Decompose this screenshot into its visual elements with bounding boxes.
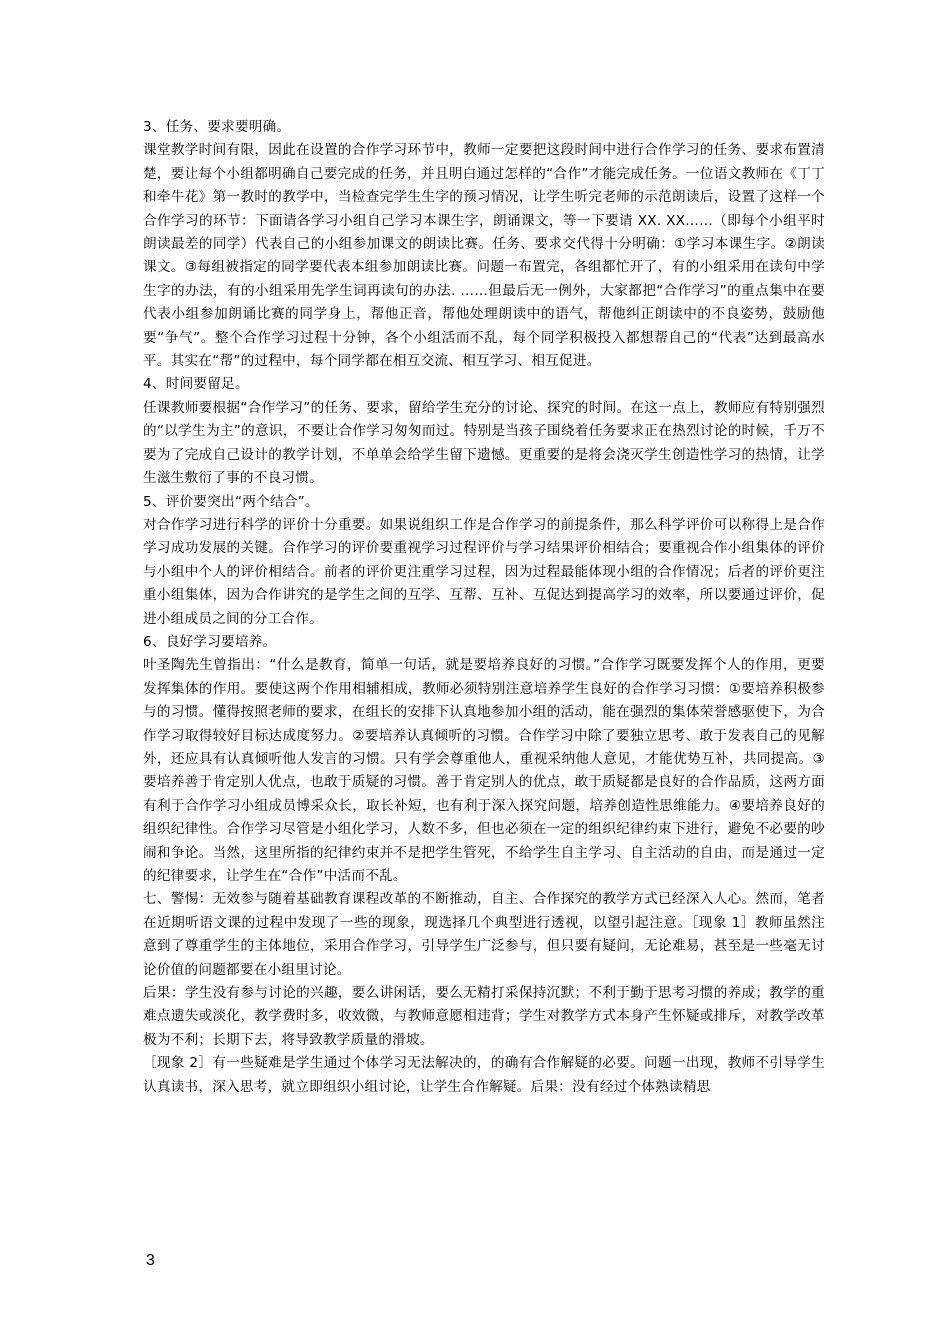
paragraph-caution: 七、警惕：无效参与随着基础教育课程改革的不断推动，自主、合作探究的教学方式已经深入人心。然而，笔者在近期听语文课的过程中发现了一些的现象，现选择几个典型进行透视，以望引起注意。［现象 1］教师虽然注意到了尊重学生的主体地位，采用合作学习，引导学生广泛参与，但只要有疑问，无论难易，甚至是一些毫无讨论价值的问题都要在小组里讨论。 bbox=[143, 891, 825, 978]
document-body bbox=[143, 116, 825, 1099]
paragraph-consequence: 后果：学生没有参与讨论的兴趣，要么讲闲话，要么无精打采保持沉默；不利于勤于思考习惯的养成；教学的重难点遗失或淡化，教学费时多，收效微，与教师意愿相违背；学生对教学方式本身产生怀疑或排斥，对教学改革极为不利；长期下去，将导致教学质量的滑坡。 bbox=[143, 985, 825, 1048]
paragraph-evaluation: 对合作学习进行科学的评价十分重要。如果说组织工作是合作学习的前提条件，那么科学评价可以称得上是合作学习成功发展的关键。合作学习的评价要重视学习过程评价与学习结果评价相结合；要重视合作小组集体的评价与小组中个人的评价相结合。前者的评价更注重学习过程，因为过程最能体现小组的合作情况；后者的评价更注重小组集体，因为合作讲究的是学生之间的互学、互帮、互补、互促达到提高学习的效率，所以要通过评价，促进小组成员之间的分工合作。 bbox=[143, 516, 825, 627]
paragraph-time: 任课教师要根据“合作学习”的任务、要求，留给学生充分的讨论、探究的时间。在这一点上，教师应有特别强烈的“以学生为主”的意识，不要让合作学习匆匆而过。特别是当孩子围绕着任务要求正在热烈讨论的时候，千万不要为了完成自己设计的教学计划，不单单会给学生留下遗憾。更重要的是将会浇灭学生创造性学习的热情，让学生滋生敷衍了事的不良习惯。 bbox=[143, 399, 825, 487]
paragraph-phenomenon-2: ［现象 2］有一些疑难是学生通过个体学习无法解决的，的确有合作解疑的必要。问题一出现，教师不引导学生认真读书，深入思考，就立即组织小组讨论，让学生合作解疑。后果：没有经过个体熟读精思 bbox=[143, 1055, 825, 1095]
heading-task-requirements: 3、任务、要求要明确。 bbox=[143, 119, 291, 135]
heading-evaluation: 5、评价要突出“两个结合”。 bbox=[143, 493, 319, 510]
paragraph-task-requirements: 课堂教学时间有限，因此在设置的合作学习环节中，教师一定要把这段时间中进行合作学习的任务、要求布置清楚，要让每个小组都明确自己要完成的任务，并且明白通过怎样的“合作”才能完成任务。一位语文教师在《丁丁和牵牛花》第一教时的教学中，当检查完学生生字的预习情况，让学生听完老师的示范朗读后，设置了这样一个合作学习的环节：下面请各学习小组自己学习本课生字，朗诵课文，等一下要请 XX. XX……（即每个小组平时朗读最差的同学）代表自己的小组参加课文的朗读比赛。任务、要求交代得十分明确：①学习本课生字。②朗读课文。③每组被指定的同学要代表本组参加朗读比赛。问题一布置完，各组都忙开了，有的小组采用在读句中学生字的办法，有的小组采用先学生词再读句的办法. ……但最后无一例外，大家都把“合作学习”的重点集中在要代表小组参加朗诵比赛的同学身上，帮他正音，帮他处理朗读中的语气，帮他纠正朗读中的不良姿势，鼓励他要“争气”。整个合作学习过程十分钟，各个小组活而不乱，每个同学积极投入都想帮自己的“代表”达到最高水平。其实在“帮”的过程中，每个同学都在相互交流、相互学习、相互促进。 bbox=[143, 142, 825, 370]
heading-habits: 6、良好学习要培养。 bbox=[143, 633, 277, 650]
paragraph-habits: 叶圣陶先生曾指出：“什么是教育，简单一句话，就是要培养良好的习惯。”合作学习既要发挥个人的作用，更要发挥集体的作用。要使这两个作用相辅相成，教师必须特别注意培养学生良好的合作学习习惯：①要培养积极参与的习惯。懂得按照老师的要求，在组长的安排下认真地参加小组的活动，能在强烈的集体荣誉感驱使下，为合作学习取得较好目标达成度努力。②要培养认真倾听的习惯。合作学习中除了要独立思考、敢于发表自己的见解外，还应具有认真倾听他人发言的习惯。只有学会尊重他人，重视采纳他人意见，才能优势互补，共同提高。③要培养善于肯定别人优点，也敢于质疑的习惯。善于肯定别人的优点，敢于质疑都是良好的合作品质，这两方面有利于合作学习小组成员博采众长，取长补短，也有利于深入探究问题，培养创造性思维能力。④要培养良好的组织纪律性。合作学习尽管是小组化学习，人数不多，但也必须在一定的组织纪律约束下进行，避免不必要的吵闹和争论。当然，这里所指的纪律约束并不是把学生管死，不给学生自主学习、自主活动的自由，而是通过一定的纪律要求，让学生在“合作”中活而不乱。 bbox=[143, 657, 825, 884]
page-number: 3 bbox=[146, 1252, 155, 1269]
heading-time: 4、时间要留足。 bbox=[143, 376, 249, 393]
